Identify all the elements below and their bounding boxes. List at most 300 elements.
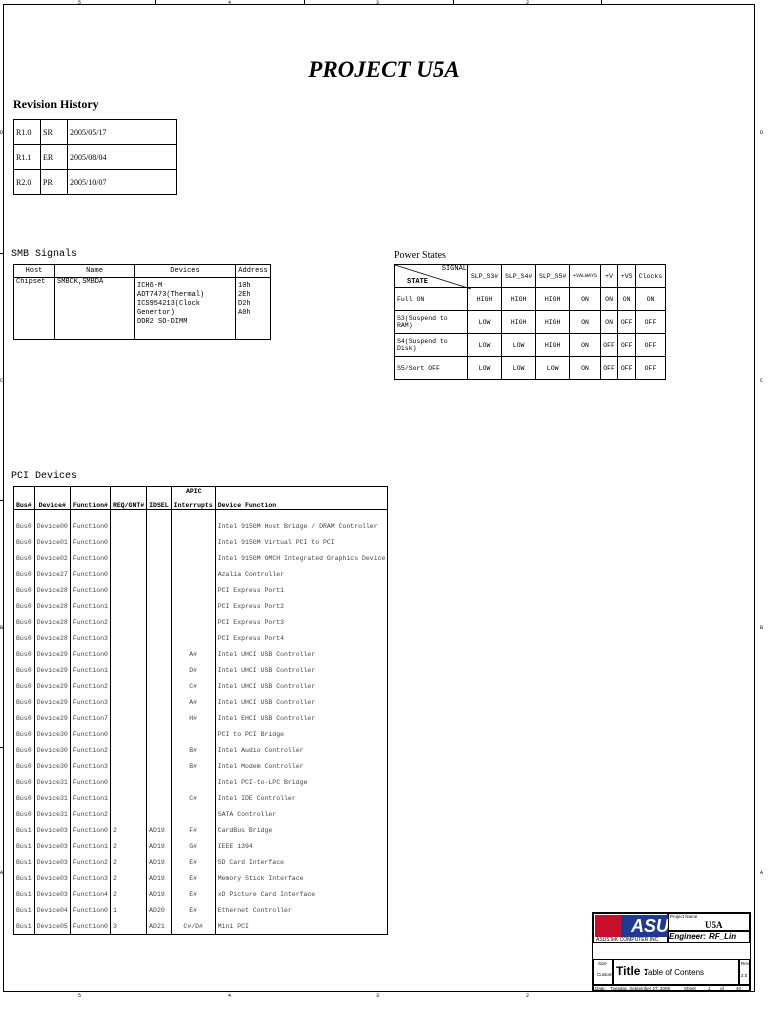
by-cell: SR (41, 120, 68, 145)
table-row (14, 886, 388, 902)
table-row (14, 566, 388, 582)
pci-cell: Device01 (34, 534, 70, 550)
pci-cell: 3 (110, 918, 146, 935)
pci-cell: Bus0 (14, 614, 35, 630)
pci-cell: IEEE 1394 (215, 838, 388, 854)
pci-cell (147, 806, 172, 822)
power-value-cell: OFF (618, 311, 636, 334)
power-header: SLP_S4# (502, 265, 536, 288)
pci-cell: Mini PCI (215, 918, 388, 935)
table-row (14, 726, 388, 742)
smb-header-devices: Devices (135, 265, 236, 278)
table-row (14, 902, 388, 918)
pci-cell: Function3 (70, 870, 110, 886)
pci-cell: 1 (110, 902, 146, 918)
pci-cell: Device28 (34, 614, 70, 630)
table-row (14, 662, 388, 678)
pci-cell: Function1 (70, 662, 110, 678)
pci-header: REQ/GNT# (110, 487, 146, 510)
pci-cell: B# (171, 742, 215, 758)
pci-cell: A# (171, 646, 215, 662)
rev-cell (739, 959, 750, 985)
corner-signal-label: SIGNAL (441, 265, 467, 273)
power-value-cell: LOW (502, 334, 536, 357)
pci-cell (171, 550, 215, 566)
zone-top-3: 3 (376, 0, 380, 6)
pci-cell: 2 (110, 854, 146, 870)
table-row (14, 774, 388, 790)
pci-cell (110, 566, 146, 582)
zone-bottom-3: 3 (376, 993, 380, 999)
pci-cell (171, 774, 215, 790)
table-row (395, 357, 666, 380)
pci-cell (147, 598, 172, 614)
pci-cell: 2 (110, 886, 146, 902)
pci-cell: Device28 (34, 598, 70, 614)
rev-cell: R1.0 (14, 120, 41, 145)
smb-address: D2h (238, 300, 251, 308)
pci-cell: AD19 (147, 870, 172, 886)
pci-cell: Bus0 (14, 790, 35, 806)
pci-cell: Bus0 (14, 758, 35, 774)
pci-cell: Function0 (70, 774, 110, 790)
pci-header: Interrupts (171, 487, 215, 510)
pci-cell: Function2 (70, 854, 110, 870)
date-cell: 2005/08/04 (68, 145, 177, 170)
pci-cell (147, 742, 172, 758)
pci-cell: Device02 (34, 550, 70, 566)
pci-header: Device# (34, 487, 70, 510)
border-tick (0, 500, 3, 501)
pci-cell: Device28 (34, 630, 70, 646)
pci-cell: Intel PCI-to-LPC Bridge (215, 774, 388, 790)
engineer-cell (668, 931, 750, 943)
power-header: SLP_S5# (536, 265, 570, 288)
pci-cell: Function2 (70, 742, 110, 758)
pci-cell (147, 662, 172, 678)
power-value-cell: OFF (636, 334, 666, 357)
pci-cell: 2 (110, 870, 146, 886)
pci-cell (147, 774, 172, 790)
pci-cell: PCI Express Port3 (215, 614, 388, 630)
pci-cell: Intel UHCI USB Controller (215, 694, 388, 710)
pci-cell: Function2 (70, 806, 110, 822)
date-value: Tuesday, September 27, 2005 (610, 986, 671, 991)
power-value-cell: HIGH (502, 288, 536, 311)
pci-devices-table (13, 486, 388, 935)
table-row (14, 806, 388, 822)
pci-cell: Intel UHCI USB Controller (215, 678, 388, 694)
pci-cell: F# (171, 822, 215, 838)
pci-cell: SD Card Interface (215, 854, 388, 870)
spacer-cell (171, 510, 215, 519)
rev-cell: R2.0 (14, 170, 41, 195)
pci-cell: PCI Express Port4 (215, 630, 388, 646)
power-value-cell: LOW (468, 311, 502, 334)
engineer-label: Engineer: (669, 932, 706, 941)
pci-cell: Bus0 (14, 550, 35, 566)
pci-cell (110, 694, 146, 710)
pci-cell (171, 806, 215, 822)
pci-cell (147, 790, 172, 806)
table-row (14, 854, 388, 870)
pci-cell (147, 646, 172, 662)
power-states-heading: Power States (394, 250, 446, 261)
pci-cell (110, 646, 146, 662)
pci-cell: Function3 (70, 758, 110, 774)
pci-cell: Bus0 (14, 662, 35, 678)
pci-cell (110, 806, 146, 822)
table-row (14, 646, 388, 662)
table-row (14, 614, 388, 630)
table-row (14, 518, 388, 534)
pci-cell: Bus1 (14, 822, 35, 838)
pci-cell (147, 550, 172, 566)
pci-cell: Function3 (70, 694, 110, 710)
pci-cell (171, 566, 215, 582)
spacer-row (14, 510, 388, 519)
pci-cell: Intel 915GM Virtual PCI to PCI (215, 534, 388, 550)
power-value-cell: OFF (600, 357, 618, 380)
pci-cell: Bus0 (14, 598, 35, 614)
pci-cell: AD20 (147, 902, 172, 918)
table-row (14, 710, 388, 726)
power-corner-cell (395, 265, 468, 288)
pci-cell: CardBus Bridge (215, 822, 388, 838)
date-sheet-row (593, 985, 750, 991)
pci-cell (110, 710, 146, 726)
smb-address: 10h (238, 282, 251, 290)
smb-device: ICH6-M (137, 282, 163, 290)
pci-cell: Function0 (70, 518, 110, 534)
pci-cell: Device29 (34, 694, 70, 710)
smb-device: ICS954213(Clock Genertor) (137, 300, 201, 317)
pci-cell (147, 694, 172, 710)
power-value-cell: ON (570, 311, 601, 334)
pci-cell (110, 598, 146, 614)
power-value-cell: HIGH (502, 311, 536, 334)
border-tick (0, 253, 3, 254)
pci-cell: Intel 915GM GMCH Integrated Graphics Device (215, 550, 388, 566)
revision-history-heading: Revision History (13, 97, 99, 111)
pci-cell: Function0 (70, 646, 110, 662)
power-value-cell: HIGH (536, 334, 570, 357)
power-header: +V (600, 265, 618, 288)
pci-cell (147, 566, 172, 582)
pci-cell: Function0 (70, 566, 110, 582)
power-value-cell: LOW (536, 357, 570, 380)
power-value-cell: HIGH (536, 288, 570, 311)
pci-cell: AD19 (147, 854, 172, 870)
pci-cell: Function0 (70, 918, 110, 935)
border-tick (453, 0, 454, 4)
pci-cell: Device30 (34, 758, 70, 774)
pci-cell: Bus0 (14, 582, 35, 598)
pci-header: IDSEL (147, 487, 172, 510)
pci-cell: Function0 (70, 550, 110, 566)
pci-cell: Ethernet Controller (215, 902, 388, 918)
pci-cell: AD19 (147, 838, 172, 854)
pci-cell: C#/D# (171, 918, 215, 935)
table-row (14, 742, 388, 758)
pci-cell: Device29 (34, 678, 70, 694)
table-row (14, 534, 388, 550)
pci-cell: C# (171, 790, 215, 806)
pci-cell: Bus0 (14, 742, 35, 758)
pci-cell: Bus0 (14, 630, 35, 646)
spacer-cell (215, 510, 388, 519)
pci-header: Device Function (215, 487, 388, 510)
pci-cell: Bus1 (14, 838, 35, 854)
pci-cell: PCI Express Port2 (215, 598, 388, 614)
date-cell: 2005/10/07 (68, 170, 177, 195)
pci-cell: AD21 (147, 918, 172, 935)
pci-cell (110, 630, 146, 646)
power-value-cell: HIGH (468, 288, 502, 311)
power-header: Clocks (636, 265, 666, 288)
pci-cell: Function0 (70, 822, 110, 838)
pci-heading: PCI Devices (11, 471, 78, 482)
pci-cell (110, 614, 146, 630)
pci-cell: Device29 (34, 710, 70, 726)
company-name: ASUSTeK COMPUTER INC (596, 937, 659, 943)
pci-cell: Device31 (34, 790, 70, 806)
border-tick (304, 0, 305, 4)
spacer-cell (14, 510, 35, 519)
rev-label: Rev (741, 961, 750, 966)
pci-cell: E# (171, 870, 215, 886)
pci-cell (110, 582, 146, 598)
title-cell (613, 959, 739, 985)
pci-cell: Device29 (34, 646, 70, 662)
zone-top-2: 2 (526, 0, 530, 6)
pci-header: Function# (70, 487, 110, 510)
power-value-cell: OFF (636, 311, 666, 334)
pci-cell: G# (171, 838, 215, 854)
smb-address: A0h (238, 309, 251, 317)
table-row (14, 550, 388, 566)
power-state-cell: S4(Suspend to Disk) (395, 334, 468, 357)
power-value-cell: LOW (468, 334, 502, 357)
spacer-cell (147, 510, 172, 519)
of-label: of (720, 986, 724, 991)
pci-cell: Function1 (70, 598, 110, 614)
pci-cell (110, 790, 146, 806)
pci-cell (110, 678, 146, 694)
table-row (14, 678, 388, 694)
title-label: Title : (616, 964, 648, 978)
pci-cell (147, 534, 172, 550)
spacer-cell (70, 510, 110, 519)
border-tick (0, 747, 3, 748)
pci-cell (147, 758, 172, 774)
zone-left-b: B (0, 625, 4, 631)
zone-left-d: D (0, 130, 4, 136)
pci-cell: PCI to PCI Bridge (215, 726, 388, 742)
zone-bottom-5: 5 (78, 993, 82, 999)
pci-cell: Bus0 (14, 774, 35, 790)
table-row (14, 918, 388, 935)
pci-cell: Bus0 (14, 710, 35, 726)
size-label: Size (598, 961, 607, 966)
smb-device: ADT7473(Thermal) (137, 291, 205, 299)
by-cell: ER (41, 145, 68, 170)
power-value-cell: OFF (600, 334, 618, 357)
pci-cell: C# (171, 678, 215, 694)
table-row (14, 170, 177, 195)
asus-logo (595, 915, 682, 937)
pci-cell (171, 630, 215, 646)
pci-cell: Device31 (34, 806, 70, 822)
smb-name-cell: SMBCK,SMBDA (55, 278, 135, 340)
pci-cell (147, 518, 172, 534)
power-state-cell: S5/Sort OFF (395, 357, 468, 380)
pci-cell (110, 774, 146, 790)
pci-cell (171, 726, 215, 742)
pci-cell: Function3 (70, 630, 110, 646)
pci-cell: Bus1 (14, 854, 35, 870)
pci-cell (147, 614, 172, 630)
table-row (14, 145, 177, 170)
logo-text: ASUS (631, 916, 682, 936)
pci-cell (110, 518, 146, 534)
pci-cell: Device28 (34, 582, 70, 598)
pci-cell (147, 710, 172, 726)
pci-cell: Bus0 (14, 646, 35, 662)
date-label: Date: (595, 986, 606, 991)
pci-cell (171, 614, 215, 630)
power-value-cell: LOW (502, 357, 536, 380)
pci-cell (110, 742, 146, 758)
table-row (14, 598, 388, 614)
pci-cell: Function4 (70, 886, 110, 902)
revision-history-table (13, 119, 177, 195)
zone-right-a: A (760, 870, 764, 876)
table-row (395, 334, 666, 357)
project-title: PROJECT U5A (308, 57, 460, 82)
power-value-cell: OFF (618, 357, 636, 380)
pci-cell (147, 630, 172, 646)
smb-header-host: Host (14, 265, 55, 278)
zone-top-5: 5 (78, 0, 82, 6)
table-header-row (395, 265, 666, 288)
date-cell: 2005/05/17 (68, 120, 177, 145)
pci-cell (147, 726, 172, 742)
pci-cell (147, 582, 172, 598)
power-value-cell: ON (636, 288, 666, 311)
project-name-label: Project Name (670, 914, 698, 919)
pci-cell: Device30 (34, 726, 70, 742)
pci-cell: Bus0 (14, 518, 35, 534)
pci-cell: Bus0 (14, 678, 35, 694)
pci-cell: H# (171, 710, 215, 726)
zone-bottom-4: 4 (228, 993, 232, 999)
zone-left-c: C (0, 378, 4, 384)
smb-device: DDR2 SO-DIMM (137, 318, 188, 326)
pci-cell: Intel Modem Controller (215, 758, 388, 774)
pci-cell: AD19 (147, 886, 172, 902)
pci-cell (171, 518, 215, 534)
pci-cell: Device27 (34, 566, 70, 582)
pci-cell: 2 (110, 838, 146, 854)
pci-cell: Bus0 (14, 694, 35, 710)
pci-cell: Intel EHCI USB Controller (215, 710, 388, 726)
power-states-table (394, 264, 666, 380)
table-row (395, 311, 666, 334)
pci-cell: Bus1 (14, 886, 35, 902)
pci-cell: Bus0 (14, 534, 35, 550)
pci-cell: Intel UHCI USB Controller (215, 646, 388, 662)
table-row (14, 822, 388, 838)
by-cell: PR (41, 170, 68, 195)
power-state-cell: Full ON (395, 288, 468, 311)
power-value-cell: ON (600, 288, 618, 311)
smb-header-name: Name (55, 265, 135, 278)
zone-right-b: B (760, 625, 764, 631)
apic-label: APIC (186, 488, 202, 495)
power-value-cell: ON (570, 334, 601, 357)
table-header-row (14, 487, 388, 510)
pci-cell: Device03 (34, 870, 70, 886)
pci-cell: Intel UHCI USB Controller (215, 662, 388, 678)
pci-cell (110, 726, 146, 742)
pci-cell: Intel 915GM Host Bridge / DRAM Controller (215, 518, 388, 534)
pci-cell (171, 534, 215, 550)
power-value-cell: ON (570, 288, 601, 311)
power-value-cell: OFF (636, 357, 666, 380)
power-value-cell: LOW (468, 357, 502, 380)
table-row (14, 120, 177, 145)
power-state-cell: S3(Suspend to RAM) (395, 311, 468, 334)
smb-table (13, 264, 271, 340)
pci-cell (147, 678, 172, 694)
pci-cell (171, 582, 215, 598)
pci-cell: Bus0 (14, 806, 35, 822)
pci-cell: xD Picture Card Interface (215, 886, 388, 902)
zone-bottom-2: 2 (526, 993, 530, 999)
table-header-row (14, 265, 271, 278)
sheet-value: 1 (708, 986, 711, 991)
table-row (14, 838, 388, 854)
smb-host-cell: Chipset (14, 278, 55, 340)
smb-heading: SMB Signals (11, 249, 78, 260)
pci-cell: E# (171, 886, 215, 902)
border-tick (601, 0, 602, 4)
pci-cell: Device03 (34, 886, 70, 902)
power-header: +VS (618, 265, 636, 288)
pci-cell: Intel Audio Controller (215, 742, 388, 758)
spacer-cell (34, 510, 70, 519)
pci-cell: Device04 (34, 902, 70, 918)
zone-top-4: 4 (228, 0, 232, 6)
zone-right-d: D (760, 130, 764, 136)
pci-cell (110, 758, 146, 774)
corner-state-label: STATE (407, 278, 429, 286)
project-name-value: U5A (705, 920, 723, 930)
pci-cell: Function1 (70, 838, 110, 854)
power-value-cell: ON (600, 311, 618, 334)
pci-cell: Function1 (70, 790, 110, 806)
pci-cell: Bus1 (14, 918, 35, 935)
pci-cell: Device31 (34, 774, 70, 790)
pci-header: Bus# (14, 487, 35, 510)
pci-cell: Function0 (70, 534, 110, 550)
table-row (14, 790, 388, 806)
power-value-cell: ON (570, 357, 601, 380)
pci-cell: Bus0 (14, 726, 35, 742)
rev-cell: R1.1 (14, 145, 41, 170)
power-header: SLP_S3# (468, 265, 502, 288)
